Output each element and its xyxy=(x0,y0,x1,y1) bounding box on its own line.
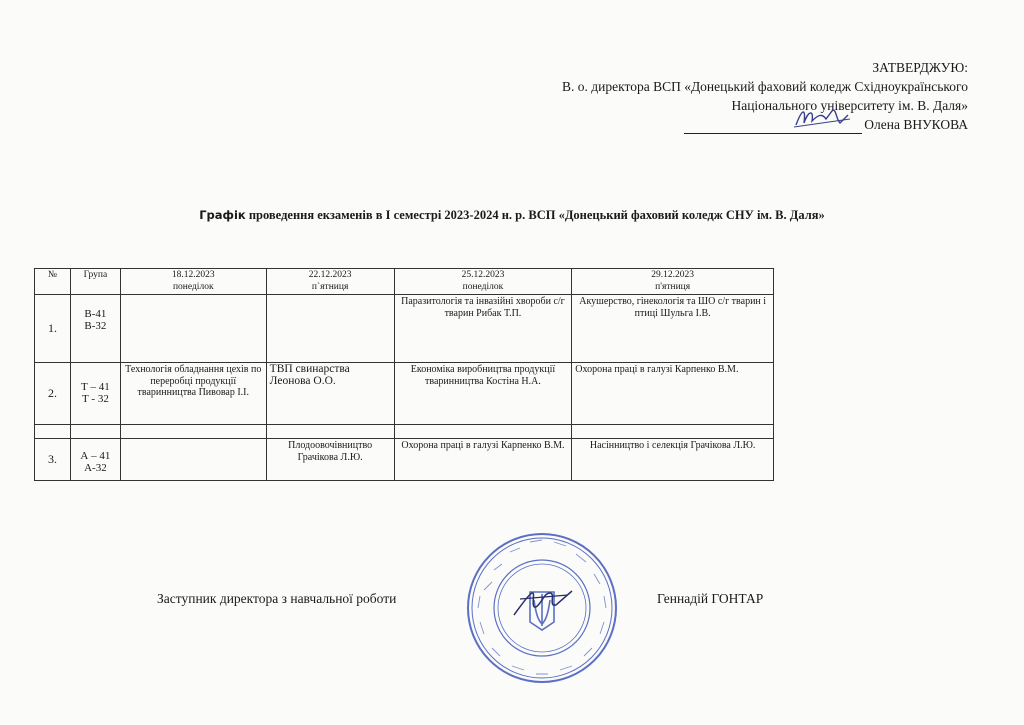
header-weekday: понеділок xyxy=(172,281,214,292)
director-signature-icon xyxy=(792,105,852,131)
header-day-1 xyxy=(120,269,266,295)
group-code: В-32 xyxy=(84,319,107,332)
cell-day-1 xyxy=(120,295,266,363)
header-group: Група xyxy=(70,269,120,295)
header-num: № xyxy=(35,269,71,295)
header-weekday: п`ятниця xyxy=(311,281,349,292)
row-number: 1. xyxy=(35,295,71,363)
header-day-2 xyxy=(266,269,394,295)
approval-line-2: Національного університету ім. В. Даля» xyxy=(731,98,968,113)
cell-day-2: Плодоовочівництво Грачікова Л.Ю. xyxy=(266,439,394,481)
header-date: 18.12.2023 xyxy=(171,270,215,280)
cell-day-3: Економіка виробництва продукції тваринництва Костіна Н.А. xyxy=(394,363,572,425)
row-group xyxy=(70,363,120,425)
cell-day-1 xyxy=(120,439,266,481)
row-group xyxy=(70,295,120,363)
header-date: 25.12.2023 xyxy=(461,270,505,280)
cell-day-2 xyxy=(266,295,394,363)
header-weekday: понеділок xyxy=(462,281,504,292)
director-name: Олена ВНУКОВА xyxy=(864,117,968,132)
title-text: проведення екзаменів в І семестрі 2023-2024 н. р. ВСП «Донецький фаховий коледж СНУ ім. В. Даля» xyxy=(245,208,825,222)
row-number: 2. xyxy=(35,363,71,425)
title-prefix: Графік xyxy=(199,208,246,222)
table-row xyxy=(35,363,774,425)
row-number: 3. xyxy=(35,439,71,481)
group-code: А-32 xyxy=(84,461,107,474)
header-day-4 xyxy=(572,269,774,295)
group-code: Т - 32 xyxy=(81,392,109,405)
deputy-signature-icon xyxy=(510,585,580,621)
approval-line-1: В. о. директора ВСП «Донецький фаховий коледж Східноукраїнського xyxy=(562,79,968,94)
exam-schedule-table xyxy=(34,268,774,481)
group-code: Т – 41 xyxy=(81,381,110,393)
table-spacer-row xyxy=(35,425,774,439)
header-date: 29.12.2023 xyxy=(651,270,695,280)
deputy-title: Заступник директора з навчальної роботи xyxy=(157,591,397,606)
header-weekday: п'ятниця xyxy=(655,281,691,292)
cell-day-3: Паразитологія та інвазійні хвороби с/г тварин Рибак Т.П. xyxy=(394,295,572,363)
cell-day-4: Насінництво і селекція Грачікова Л.Ю. xyxy=(572,439,774,481)
approval-sign-line xyxy=(448,115,968,134)
page-title xyxy=(0,208,1024,223)
row-group xyxy=(70,439,120,481)
approval-heading: ЗАТВЕРДЖУЮ: xyxy=(872,60,968,75)
group-code: А – 41 xyxy=(80,450,111,462)
cell-day-3: Охорона праці в галузі Карпенко В.М. xyxy=(394,439,572,481)
group-code: В-41 xyxy=(84,308,107,320)
deputy-name: Геннадій ГОНТАР xyxy=(657,591,764,606)
approval-block xyxy=(448,58,968,134)
cell-day-4: Охорона праці в галузі Карпенко В.М. xyxy=(572,363,774,425)
header-day-3 xyxy=(394,269,572,295)
table-row xyxy=(35,295,774,363)
table-row xyxy=(35,439,774,481)
header-date: 22.12.2023 xyxy=(308,270,352,280)
cell-day-4: Акушерство, гінекологія та ШО с/г тварин і птиці Шульга І.В. xyxy=(572,295,774,363)
cell-day-2: ТВП свинарства Леонова О.О. xyxy=(266,363,394,425)
cell-day-1: Технологія обладнання цехів по переробці продукції тваринництва Пивовар І.І. xyxy=(120,363,266,425)
signature-underline xyxy=(684,119,862,134)
table-header-row xyxy=(35,269,774,295)
